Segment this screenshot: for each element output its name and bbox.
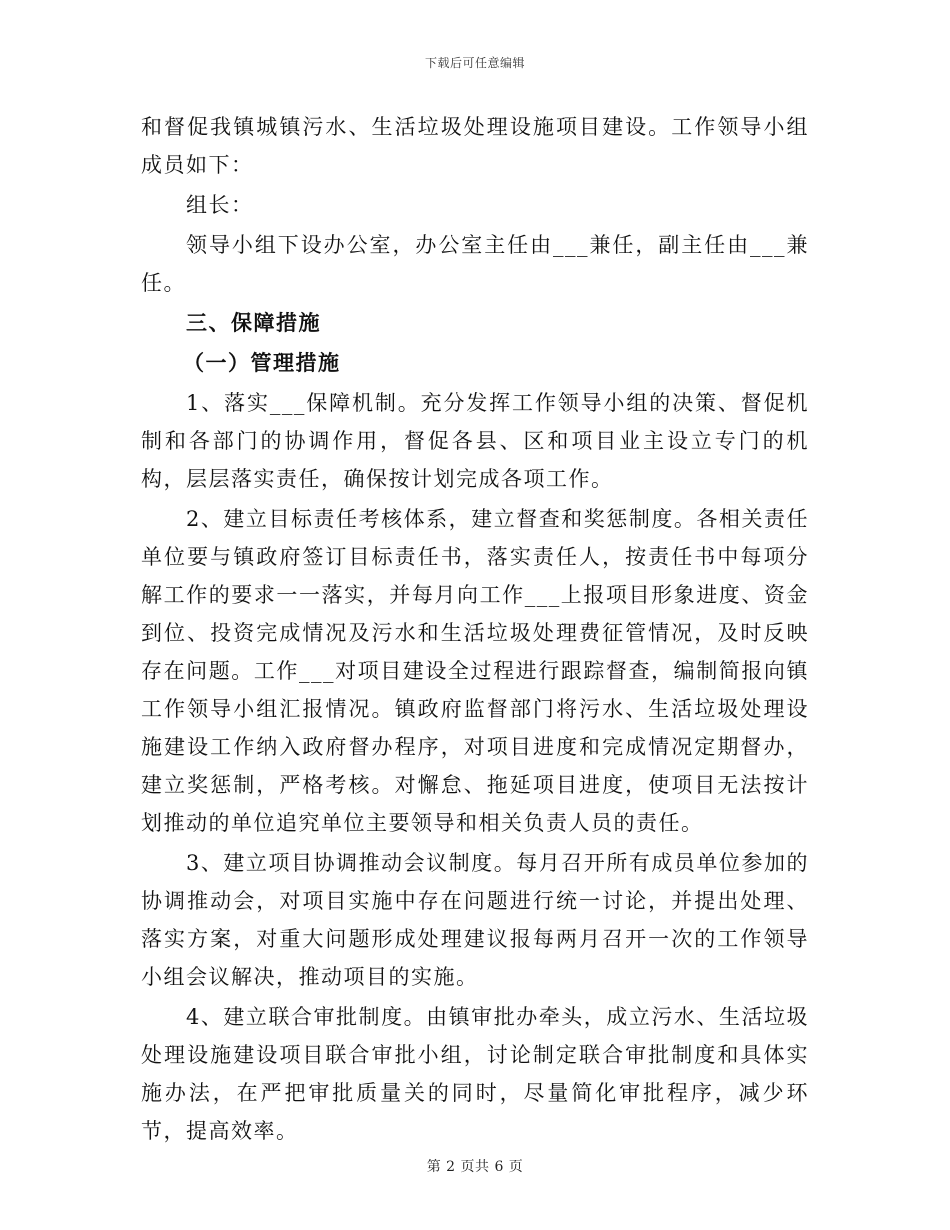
- page-header: 下载后可任意编辑: [424, 56, 525, 70]
- paragraph-item-2: 2、建立目标责任考核体系，建立督查和奖惩制度。各相关责任单位要与镇政府签订目标责任书，落实责任人，按责任书中每项分解工作的要求一一落实，并每月向工作___上报项目形象进度、资金到位、投资完成情况及污水和生活垃圾处理费征管情况，及时反映存在问题。工作___对项目建设全过程进行跟踪督查，编制简报向镇工作领导小组汇报情况。镇政府监督部门将污水、生活垃圾处理设施建设工作纳入政府督办程序，对项目进度和完成情况定期督办，建立奖惩制，严格考核。对懈怠、拖延项目进度，使项目无法按计划推动的单位追究单位主要领导和相关负责人员的责任。: [141, 507, 809, 835]
- section-heading-safeguards: 三、保障措施: [186, 310, 321, 335]
- paragraph-group-leader: 组长：: [186, 193, 254, 217]
- paragraph-continuation: 和督促我镇城镇污水、生活垃圾处理设施项目建设。工作领导小组成员如下：: [141, 115, 809, 177]
- paragraph-office: 领导小组下设办公室，办公室主任由___兼任，副主任由___兼任。: [141, 233, 809, 295]
- page-footer: 第 2 页共 6 页: [426, 1159, 524, 1175]
- subsection-heading-management: （一）管理措施: [183, 350, 341, 375]
- paragraph-item-4: 4、建立联合审批制度。由镇审批办牵头，成立污水、生活垃圾处理设施建设项目联合审批小组，讨论制定联合审批制度和具体实施办法，在严把审批质量关的同时，尽量简化审批程序，减少环节，提高效率。: [141, 1005, 809, 1143]
- document-body: [141, 108, 809, 1150]
- paragraph-item-1: 1、落实___保障机制。充分发挥工作领导小组的决策、督促机制和各部门的协调作用，督促各县、区和项目业主设立专门的机构，层层落实责任，确保按计划完成各项工作。: [141, 391, 809, 491]
- paragraph-item-3: 3、建立项目协调推动会议制度。每月召开所有成员单位参加的协调推动会，对项目实施中存在问题进行统一讨论，并提出处理、落实方案，对重大问题形成处理建议报每两月召开一次的工作领导小组会议解决，推动项目的实施。: [141, 851, 809, 989]
